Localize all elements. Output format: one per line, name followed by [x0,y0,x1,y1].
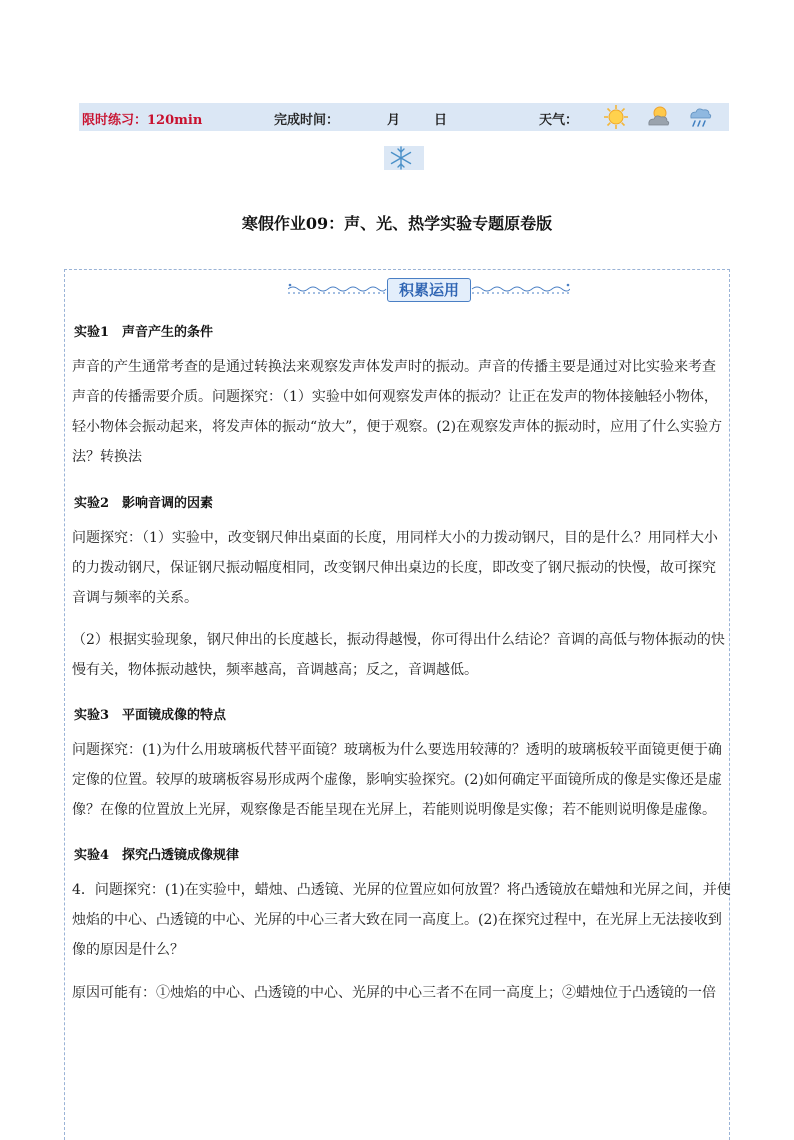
snow-box [384,146,424,170]
document-title: 寒假作业09：声、光、热学实验专题原卷版 [241,214,553,233]
section-paragraph [72,735,722,825]
section-paragraph [72,875,731,965]
paragraph-line: 烛焰的中心、凸透镜的中心、光屏的中心三者大致在同一高度上。(2)在探究过程中，在光屏上无法接收到 [72,912,722,928]
paragraph-line: 原因可能有：①烛焰的中心、凸透镜的中心、光屏的中心三者不在同一高度上；②蜡烛位于凸透镜的一倍 [72,985,716,1001]
sun-icon [603,104,629,130]
rain-icon [687,104,713,130]
paragraph-line: 定像的位置。较厚的玻璃板容易形成两个虚像，影响实验探究。(2)如何确定平面镜所成的像是实像还是虚 [72,772,722,788]
section-heading: 实验4 探究凸透镜成像规律 [74,848,240,863]
paragraph-line: 4．问题探究：(1)在实验中，蜡烛、凸透镜、光屏的位置应如何放置？将凸透镜放在蜡烛和光屏之间，并使 [72,882,731,898]
section-heading: 实验2 影响音调的因素 [74,496,214,511]
paragraph-line: 声音的传播需要介质。问题探究：（1）实验中如何观察发声体的振动？让正在发声的物体接触轻小物体， [72,389,718,405]
paragraph-line: 问题探究：(1)为什么用玻璃板代替平面镜？玻璃板为什么要选用较薄的？透明的玻璃板较平面镜更便于确 [72,742,722,758]
section-paragraph [72,625,725,685]
time-limit-label: 限时练习：120min [82,113,203,128]
paragraph-line: 像的原因是什么？ [72,942,184,958]
month-label: 月 [387,113,401,128]
paragraph-line: 问题探究：（1）实验中，改变钢尺伸出桌面的长度，用同样大小的力拨动钢尺，目的是什么？用同样大小 [72,530,718,546]
section-paragraph [72,352,722,472]
section-paragraph [72,978,722,1008]
paragraph-line: 慢有关，物体振动越快，频率越高，音调越高；反之，音调越低。 [72,662,478,678]
banner-label: 积累运用 [387,278,471,302]
finish-time-label: 完成时间： [274,113,340,128]
header-bar [79,103,729,131]
paragraph-line: 音调与频率的关系。 [72,590,198,606]
paragraph-line: 声音的产生通常考查的是通过转换法来观察发声体发声时的振动。声音的传播主要是通过对比实验来考查 [72,359,716,375]
section-heading: 实验3 平面镜成像的特点 [74,708,227,723]
paragraph-line: 像？在像的位置放上光屏，观察像是否能呈现在光屏上，若能则说明像是实像；若不能则说明像是虚像。 [72,802,716,818]
partly-cloudy-icon [645,104,671,130]
section-paragraph [72,523,722,613]
snowflake-icon [388,145,414,171]
section-heading: 实验1 声音产生的条件 [74,325,214,340]
paragraph-line: （2）根据实验现象，钢尺伸出的长度越长，振动得越慢，你可得出什么结论？音调的高低与物体振动的快 [72,632,725,648]
day-label: 日 [434,113,448,128]
paragraph-line: 轻小物体会振动起来，将发声体的振动“放大”，便于观察。(2)在观察发声体的振动时，应用了什么实验方 [72,419,723,435]
paragraph-line: 的力拨动钢尺，保证钢尺振动幅度相同，改变钢尺伸出桌边的长度，即改变了钢尺振动的快慢，故可探究 [72,560,716,576]
weather-label: 天气： [539,113,579,128]
paragraph-line: 法？转换法 [72,449,142,465]
